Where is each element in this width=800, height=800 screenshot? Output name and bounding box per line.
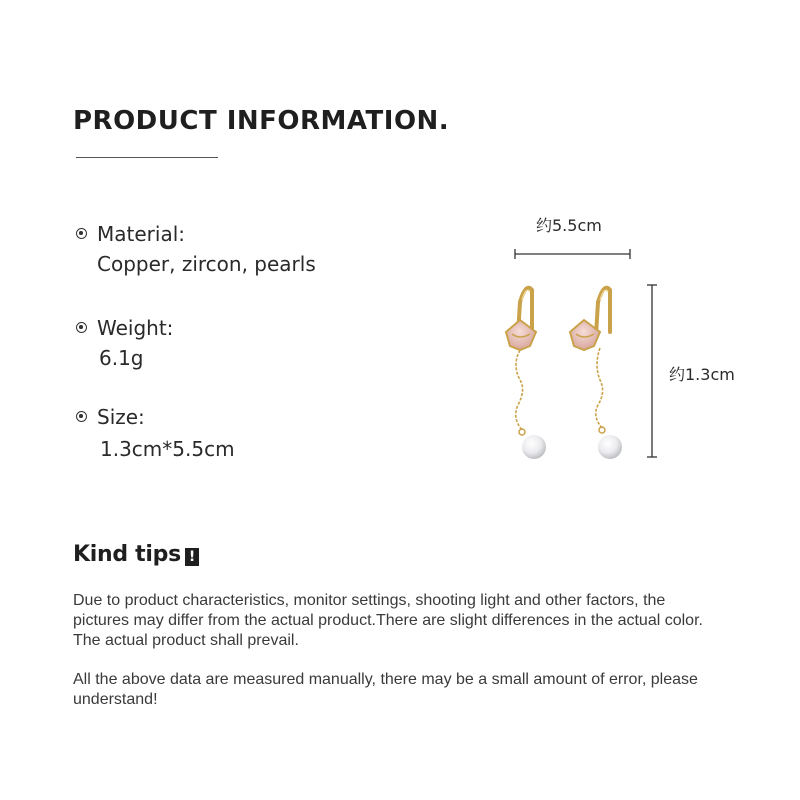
kind-tips-heading [73, 542, 199, 567]
length-dimension-line [647, 285, 657, 457]
bullet-icon [76, 322, 87, 333]
page-title: PRODUCT INFORMATION. [73, 106, 450, 136]
disclaimer-paragraph: Due to product characteristics, monitor settings, shooting light and other factors, the pictures may differ from the actual product.There are slight differences in the actual color. The actual product shall prevail. [73, 592, 703, 649]
spec-weight-label: Weight: [97, 316, 174, 340]
measurement-note: All the above data are measured manually, there may be a small amount of error, please understand! [73, 671, 698, 708]
length-dimension-label: 约1.3cm [669, 365, 735, 384]
width-dimension-line [515, 249, 630, 259]
spec-size-label: Size: [97, 405, 145, 429]
bullet-icon [76, 228, 87, 239]
exclamation-icon: ! [185, 548, 199, 566]
earring-left [506, 288, 546, 459]
spec-size-value: 1.3cm*5.5cm [100, 437, 235, 461]
title-underline [76, 157, 218, 158]
bullet-icon [76, 411, 87, 422]
product-image [460, 240, 760, 480]
spec-material-label: Material: [97, 222, 185, 246]
spec-weight-value: 6.1g [99, 346, 144, 370]
earring-right [570, 288, 622, 459]
width-dimension-label: 约5.5cm [536, 216, 602, 235]
kind-tips-label: Kind tips [73, 542, 181, 567]
spec-material-value: Copper, zircon, pearls [97, 252, 316, 276]
